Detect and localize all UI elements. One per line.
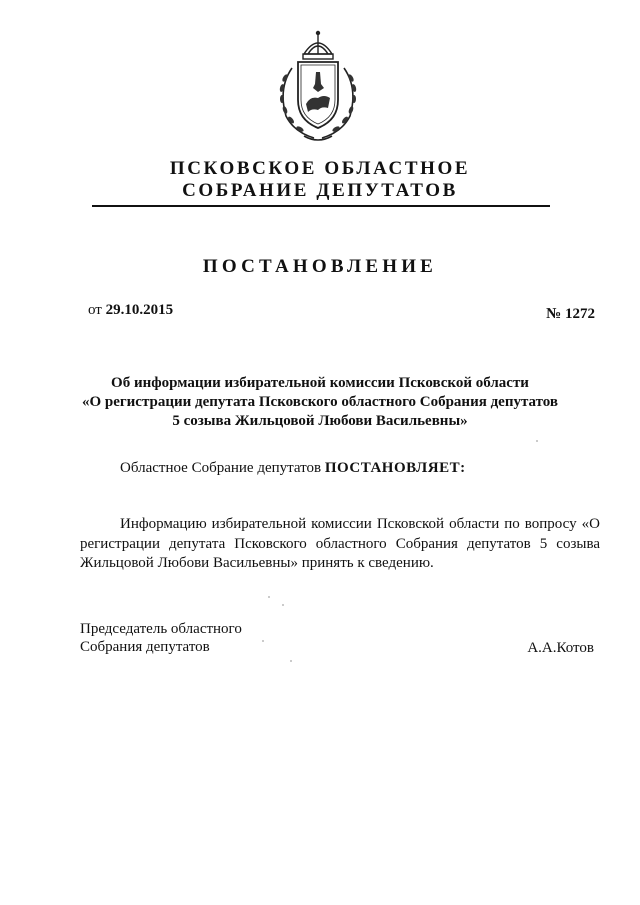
document-date — [88, 302, 173, 319]
signatory-title — [80, 620, 242, 656]
scan-speck — [268, 596, 270, 598]
coat-of-arms-icon — [268, 28, 368, 146]
scan-speck — [282, 604, 284, 606]
signatory-name: А.А.Котов — [527, 640, 594, 656]
decree-statement — [120, 460, 466, 477]
document-type-title: ПОСТАНОВЛЕНИЕ — [202, 256, 438, 277]
subject-line: 5 созыва Жильцовой Любови Васильевны» — [172, 413, 468, 429]
organization-name-line1: ПСКОВСКОЕ ОБЛАСТНОЕ — [169, 158, 471, 179]
header-divider — [92, 205, 550, 207]
scan-speck — [262, 640, 264, 642]
decree-lead: Областное Собрание депутатов — [120, 460, 322, 476]
signatory-title-line: Собрания депутатов — [80, 639, 210, 655]
document-number: № 1272 — [546, 306, 595, 322]
subject-line: «О регистрации депутата Псковского областного Собрания депутатов — [81, 394, 559, 410]
scan-speck — [536, 440, 538, 442]
signatory-title-line: Председатель областного — [80, 621, 242, 637]
body-paragraph: Информацию избирательной комиссии Псковской области по вопросу «О регистрации депутата Псковского областного Собрания депутатов 5 созыва Жильцовой Любови Васильевны» принять к сведению. — [80, 516, 600, 571]
decree-verb: ПОСТАНОВЛЯЕТ: — [324, 460, 466, 476]
date-prefix: от — [88, 302, 102, 318]
organization-name-line2: СОБРАНИЕ ДЕПУТАТОВ — [182, 180, 458, 201]
scan-speck — [290, 660, 292, 662]
date-value: 29.10.2015 — [105, 302, 174, 318]
document-subject — [60, 374, 580, 431]
subject-line: Об информации избирательной комиссии Псковской области — [111, 375, 529, 391]
